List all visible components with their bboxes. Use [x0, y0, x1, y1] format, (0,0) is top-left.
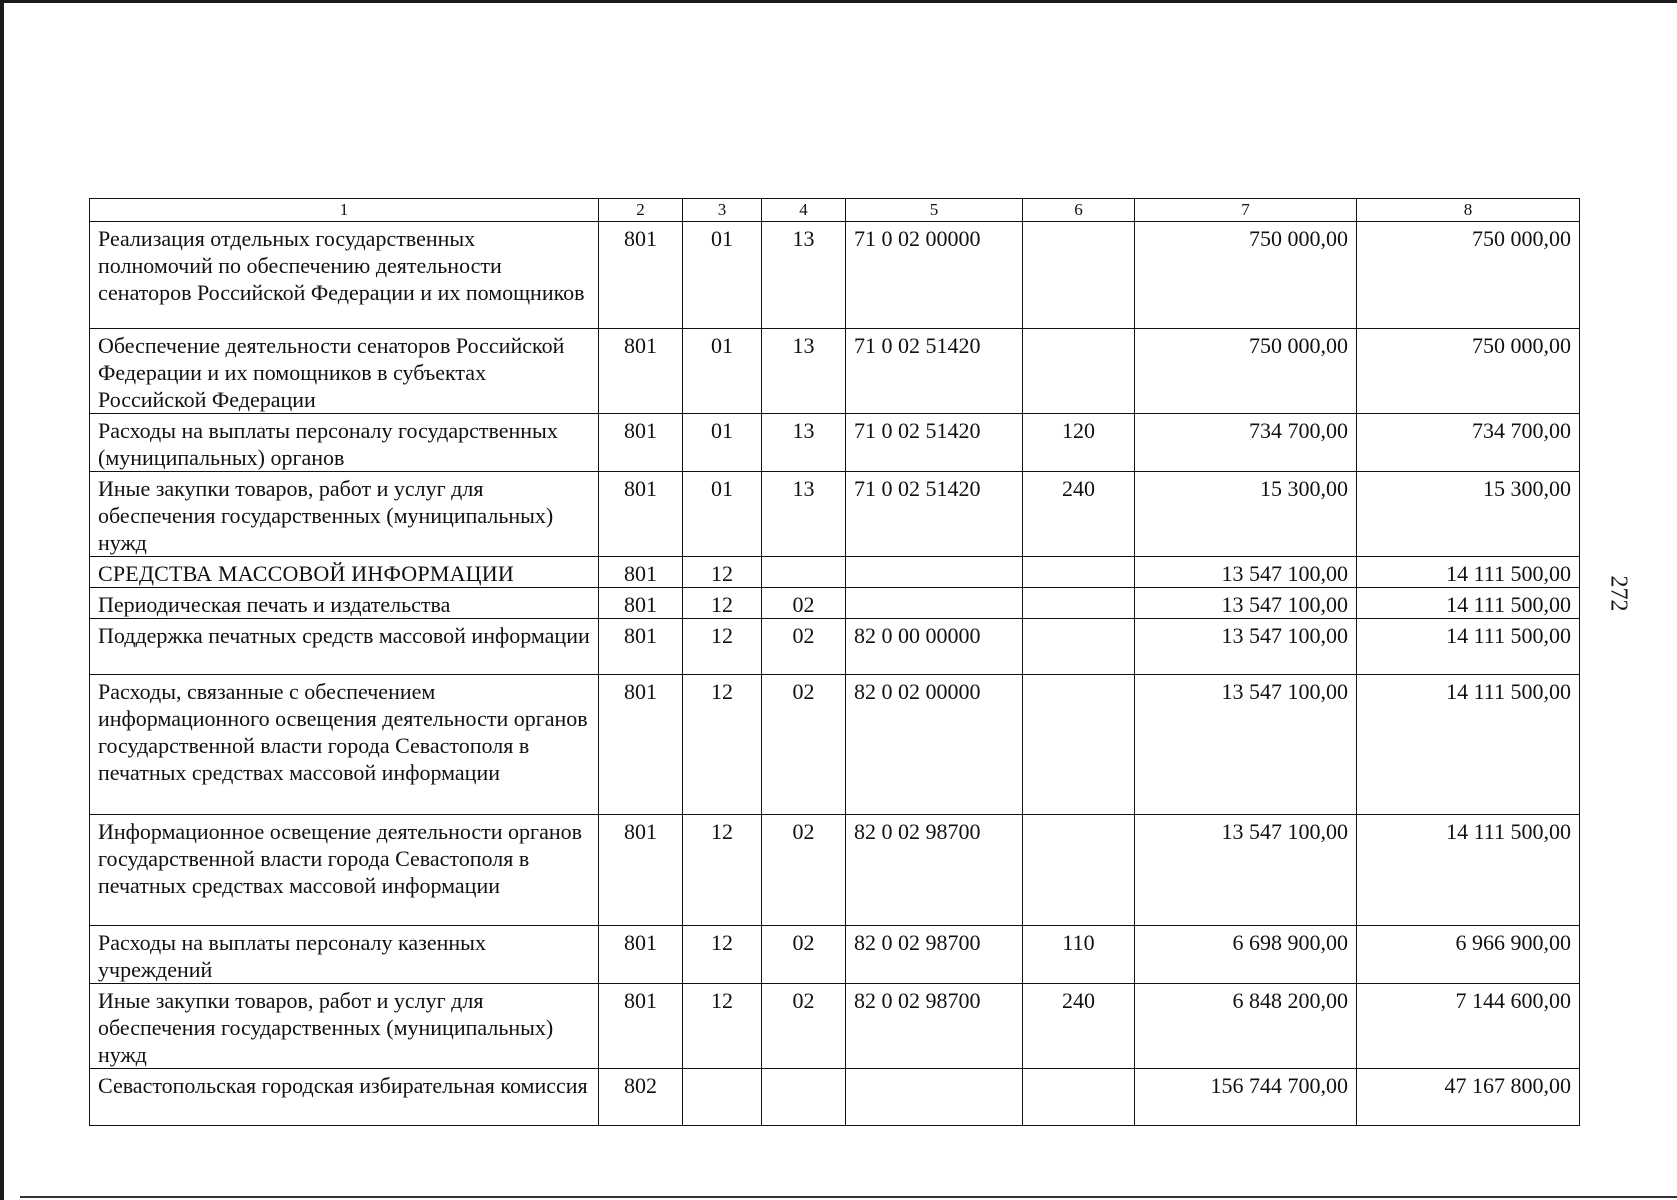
table-row [90, 472, 1580, 557]
section-code: 12 [683, 815, 762, 926]
subsection-code: 13 [762, 472, 846, 557]
section-code: 01 [683, 329, 762, 414]
subsection-code: 13 [762, 414, 846, 472]
table-row [90, 329, 1580, 414]
grbs-code: 801 [599, 815, 683, 926]
subsection-code: 13 [762, 329, 846, 414]
target-article: 82 0 02 00000 [846, 675, 1023, 815]
subsection-code: 02 [762, 926, 846, 984]
grbs-code: 801 [599, 329, 683, 414]
subsection-code: 02 [762, 675, 846, 815]
table-row [90, 222, 1580, 329]
target-article: 71 0 02 51420 [846, 329, 1023, 414]
grbs-code: 801 [599, 619, 683, 675]
expense-type [1023, 675, 1135, 815]
target-article: 82 0 00 00000 [846, 619, 1023, 675]
amount-year-1: 13 547 100,00 [1135, 557, 1357, 588]
column-number-row [90, 199, 1580, 222]
subsection-code [762, 557, 846, 588]
item-name: СРЕДСТВА МАССОВОЙ ИНФОРМАЦИИ [90, 557, 599, 588]
target-article: 71 0 02 51420 [846, 472, 1023, 557]
table-row [90, 1069, 1580, 1126]
target-article [846, 1069, 1023, 1126]
table-row [90, 619, 1580, 675]
amount-year-1: 13 547 100,00 [1135, 815, 1357, 926]
item-name: Иные закупки товаров, работ и услуг для обеспечения государственных (муниципальных) нужд [90, 984, 599, 1069]
amount-year-2: 750 000,00 [1357, 329, 1580, 414]
table-row [90, 984, 1580, 1069]
column-number-5: 5 [846, 199, 1023, 222]
expense-type: 120 [1023, 414, 1135, 472]
expense-type [1023, 815, 1135, 926]
amount-year-2: 14 111 500,00 [1357, 675, 1580, 815]
table-row [90, 815, 1580, 926]
section-code: 12 [683, 619, 762, 675]
item-name: Расходы на выплаты персоналу государственных (муниципальных) органов [90, 414, 599, 472]
target-article [846, 588, 1023, 619]
grbs-code: 801 [599, 588, 683, 619]
expense-type [1023, 329, 1135, 414]
item-name: Поддержка печатных средств массовой информации [90, 619, 599, 675]
section-code: 01 [683, 414, 762, 472]
section-code: 12 [683, 926, 762, 984]
grbs-code: 801 [599, 222, 683, 329]
subsection-code: 02 [762, 984, 846, 1069]
item-name: Иные закупки товаров, работ и услуг для обеспечения государственных (муниципальных) нужд [90, 472, 599, 557]
expense-type: 110 [1023, 926, 1135, 984]
item-name: Периодическая печать и издательства [90, 588, 599, 619]
amount-year-1: 6 698 900,00 [1135, 926, 1357, 984]
item-name: Информационное освещение деятельности органов государственной власти города Севастополя в печатных средствах массовой информации [90, 815, 599, 926]
item-name: Расходы, связанные с обеспечением информационного освещения деятельности органов государственной власти города Севастополя в печатных средствах массовой информации [90, 675, 599, 815]
item-name: Севастопольская городская избирательная комиссия [90, 1069, 599, 1126]
amount-year-2: 14 111 500,00 [1357, 588, 1580, 619]
amount-year-2: 15 300,00 [1357, 472, 1580, 557]
expense-type: 240 [1023, 472, 1135, 557]
table-row [90, 926, 1580, 984]
target-article [846, 557, 1023, 588]
amount-year-1: 15 300,00 [1135, 472, 1357, 557]
grbs-code: 801 [599, 557, 683, 588]
grbs-code: 801 [599, 984, 683, 1069]
subsection-code: 13 [762, 222, 846, 329]
table-row [90, 414, 1580, 472]
grbs-code: 801 [599, 675, 683, 815]
item-name: Реализация отдельных государственных полномочий по обеспечению деятельности сенаторов Российской Федерации и их помощников [90, 222, 599, 329]
scan-edge-top [0, 0, 1677, 3]
scan-edge-bottom [20, 1196, 1677, 1198]
section-code: 12 [683, 675, 762, 815]
column-number-2: 2 [599, 199, 683, 222]
scan-edge-left [0, 0, 4, 1200]
grbs-code: 802 [599, 1069, 683, 1126]
expense-type: 240 [1023, 984, 1135, 1069]
table-row [90, 588, 1580, 619]
amount-year-1: 13 547 100,00 [1135, 675, 1357, 815]
amount-year-2: 750 000,00 [1357, 222, 1580, 329]
target-article: 82 0 02 98700 [846, 815, 1023, 926]
page-number: 272 [1605, 575, 1632, 612]
column-number-7: 7 [1135, 199, 1357, 222]
item-name: Обеспечение деятельности сенаторов Российской Федерации и их помощников в субъектах Российской Федерации [90, 329, 599, 414]
item-name: Расходы на выплаты персоналу казенных учреждений [90, 926, 599, 984]
expense-type [1023, 588, 1135, 619]
amount-year-2: 734 700,00 [1357, 414, 1580, 472]
section-code: 01 [683, 222, 762, 329]
amount-year-2: 14 111 500,00 [1357, 815, 1580, 926]
target-article: 82 0 02 98700 [846, 926, 1023, 984]
column-number-6: 6 [1023, 199, 1135, 222]
amount-year-1: 6 848 200,00 [1135, 984, 1357, 1069]
target-article: 71 0 02 00000 [846, 222, 1023, 329]
amount-year-2: 14 111 500,00 [1357, 557, 1580, 588]
expense-type [1023, 619, 1135, 675]
table-row [90, 557, 1580, 588]
subsection-code [762, 1069, 846, 1126]
column-number-1: 1 [90, 199, 599, 222]
amount-year-2: 14 111 500,00 [1357, 619, 1580, 675]
amount-year-2: 7 144 600,00 [1357, 984, 1580, 1069]
subsection-code: 02 [762, 815, 846, 926]
subsection-code: 02 [762, 588, 846, 619]
subsection-code: 02 [762, 619, 846, 675]
column-number-4: 4 [762, 199, 846, 222]
section-code: 12 [683, 588, 762, 619]
column-number-8: 8 [1357, 199, 1580, 222]
budget-table [89, 198, 1580, 1126]
section-code: 12 [683, 984, 762, 1069]
expense-type [1023, 222, 1135, 329]
grbs-code: 801 [599, 926, 683, 984]
target-article: 71 0 02 51420 [846, 414, 1023, 472]
amount-year-1: 750 000,00 [1135, 222, 1357, 329]
section-code [683, 1069, 762, 1126]
amount-year-1: 156 744 700,00 [1135, 1069, 1357, 1126]
amount-year-1: 750 000,00 [1135, 329, 1357, 414]
column-number-3: 3 [683, 199, 762, 222]
expense-type [1023, 557, 1135, 588]
section-code: 01 [683, 472, 762, 557]
amount-year-2: 6 966 900,00 [1357, 926, 1580, 984]
section-code: 12 [683, 557, 762, 588]
grbs-code: 801 [599, 472, 683, 557]
table-row [90, 675, 1580, 815]
amount-year-1: 13 547 100,00 [1135, 588, 1357, 619]
expense-type [1023, 1069, 1135, 1126]
amount-year-1: 734 700,00 [1135, 414, 1357, 472]
grbs-code: 801 [599, 414, 683, 472]
target-article: 82 0 02 98700 [846, 984, 1023, 1069]
amount-year-1: 13 547 100,00 [1135, 619, 1357, 675]
amount-year-2: 47 167 800,00 [1357, 1069, 1580, 1126]
